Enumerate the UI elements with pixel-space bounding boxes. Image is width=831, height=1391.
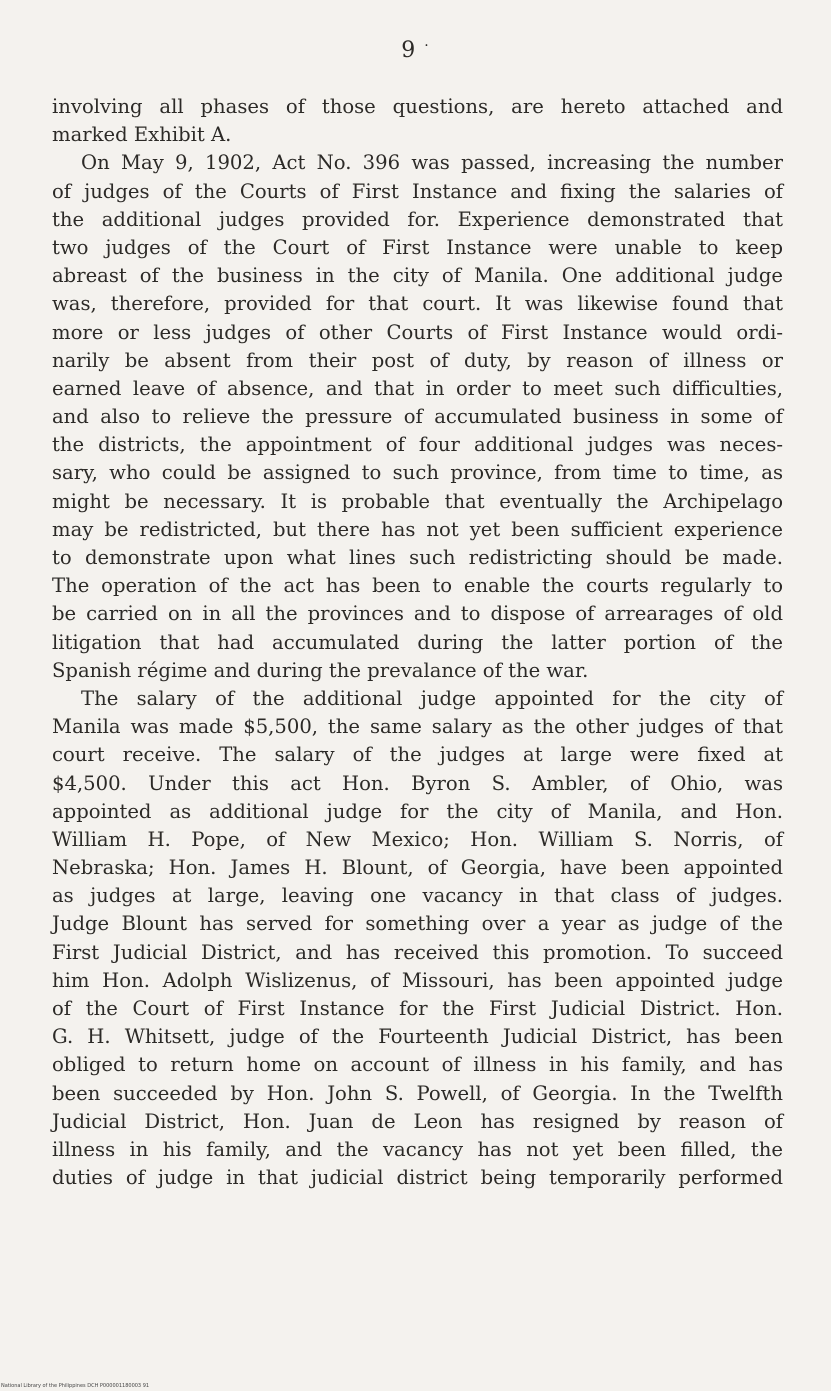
text-line: court receive. The salary of the judges at large were fixed at [52, 743, 783, 767]
text-line: two judges of the Court of First Instance were unable to keep [52, 235, 783, 259]
text-line: abreast of the business in the city of Manila. One additional judge [52, 264, 783, 288]
text-line: of the Court of First Instance for the First Judicial District. Hon. [52, 997, 783, 1020]
text-line: obliged to return home on account of illness in his family, and has [52, 1053, 783, 1077]
page-number [0, 38, 831, 63]
text-line: as judges at large, leaving one vacancy in that class of judges. [52, 884, 783, 908]
text-line: the additional judges provided for. Experience demonstrated that [52, 207, 783, 231]
text-line: G. H. Whitsett, judge of the Fourteenth Judicial District, has been [52, 1025, 783, 1049]
text-line: Judge Blount has served for something over a year as judge of the [52, 912, 783, 936]
text-line: Manila was made $5,500, the same salary as the other judges of that [52, 715, 783, 739]
text-line: narily be absent from their post of duty, by reason of illness or [52, 348, 783, 372]
text-line: involving all phases of those questions, are hereto attached and [52, 95, 783, 118]
text-line: be carried on in all the provinces and to dispose of arrearages of old [52, 602, 783, 626]
text-line: to demonstrate upon what lines such redistricting should be made. [52, 546, 783, 569]
text-line: William H. Pope, of New Mexico; Hon. William S. Norris, of [52, 827, 783, 851]
page-number-mark: · [424, 38, 430, 54]
text-line: earned leave of absence, and that in order to meet such difficulties, [52, 376, 783, 400]
text-line: On May 9, 1902, Act No. 396 was passed, increasing the number [81, 151, 783, 175]
scan-footer: National Library of the Philippines DCH P000001180003 91 [1, 1383, 150, 1389]
text-line: litigation that had accumulated during the latter portion of the [52, 630, 783, 654]
text-line: him Hon. Adolph Wislizenus, of Missouri, has been appointed judge [52, 968, 783, 992]
text-line: and also to relieve the pressure of accumulated business in some of [52, 405, 783, 429]
text-line: marked Exhibit A. [52, 123, 232, 147]
text-line: illness in his family, and the vacancy has not yet been filled, the [52, 1137, 783, 1161]
text-line: The operation of the act has been to enable the courts regularly to [52, 574, 783, 598]
text-line: may be redistricted, but there has not yet been sufficient experience [52, 517, 783, 541]
text-line: sary, who could be assigned to such province, from time to time, as [52, 461, 783, 485]
text-line: The salary of the additional judge appointed for the city of [81, 686, 783, 710]
text-line: might be necessary. It is probable that eventually the Archipelago [52, 489, 783, 513]
text-line: more or less judges of other Courts of First Instance would ordi- [52, 320, 783, 344]
text-line: of judges of the Courts of First Instance and fixing the salaries of [52, 179, 783, 203]
text-line: $4,500. Under this act Hon. Byron S. Ambler, of Ohio, was [52, 771, 783, 795]
text-line: appointed as additional judge for the city of Manila, and Hon. [52, 799, 783, 823]
text-line: Nebraska; Hon. James H. Blount, of Georgia, have been appointed [52, 856, 783, 880]
text-line: been succeeded by Hon. John S. Powell, of Georgia. In the Twelfth [52, 1081, 783, 1105]
text-line: First Judicial District, and has received this promotion. To succeed [52, 940, 783, 964]
text-line: Judicial District, Hon. Juan de Leon has resigned by reason of [52, 1109, 783, 1133]
text-line: the districts, the appointment of four additional judges was neces- [52, 433, 783, 457]
page-number-value: 9 [401, 38, 417, 63]
text-line: was, therefore, provided for that court. It was likewise found that [52, 292, 783, 316]
body-text [52, 93, 783, 1192]
text-line: duties of judge in that judicial district being temporarily performed [52, 1166, 783, 1190]
text-line: Spanish régime and during the prevalance of the war. [52, 658, 589, 682]
